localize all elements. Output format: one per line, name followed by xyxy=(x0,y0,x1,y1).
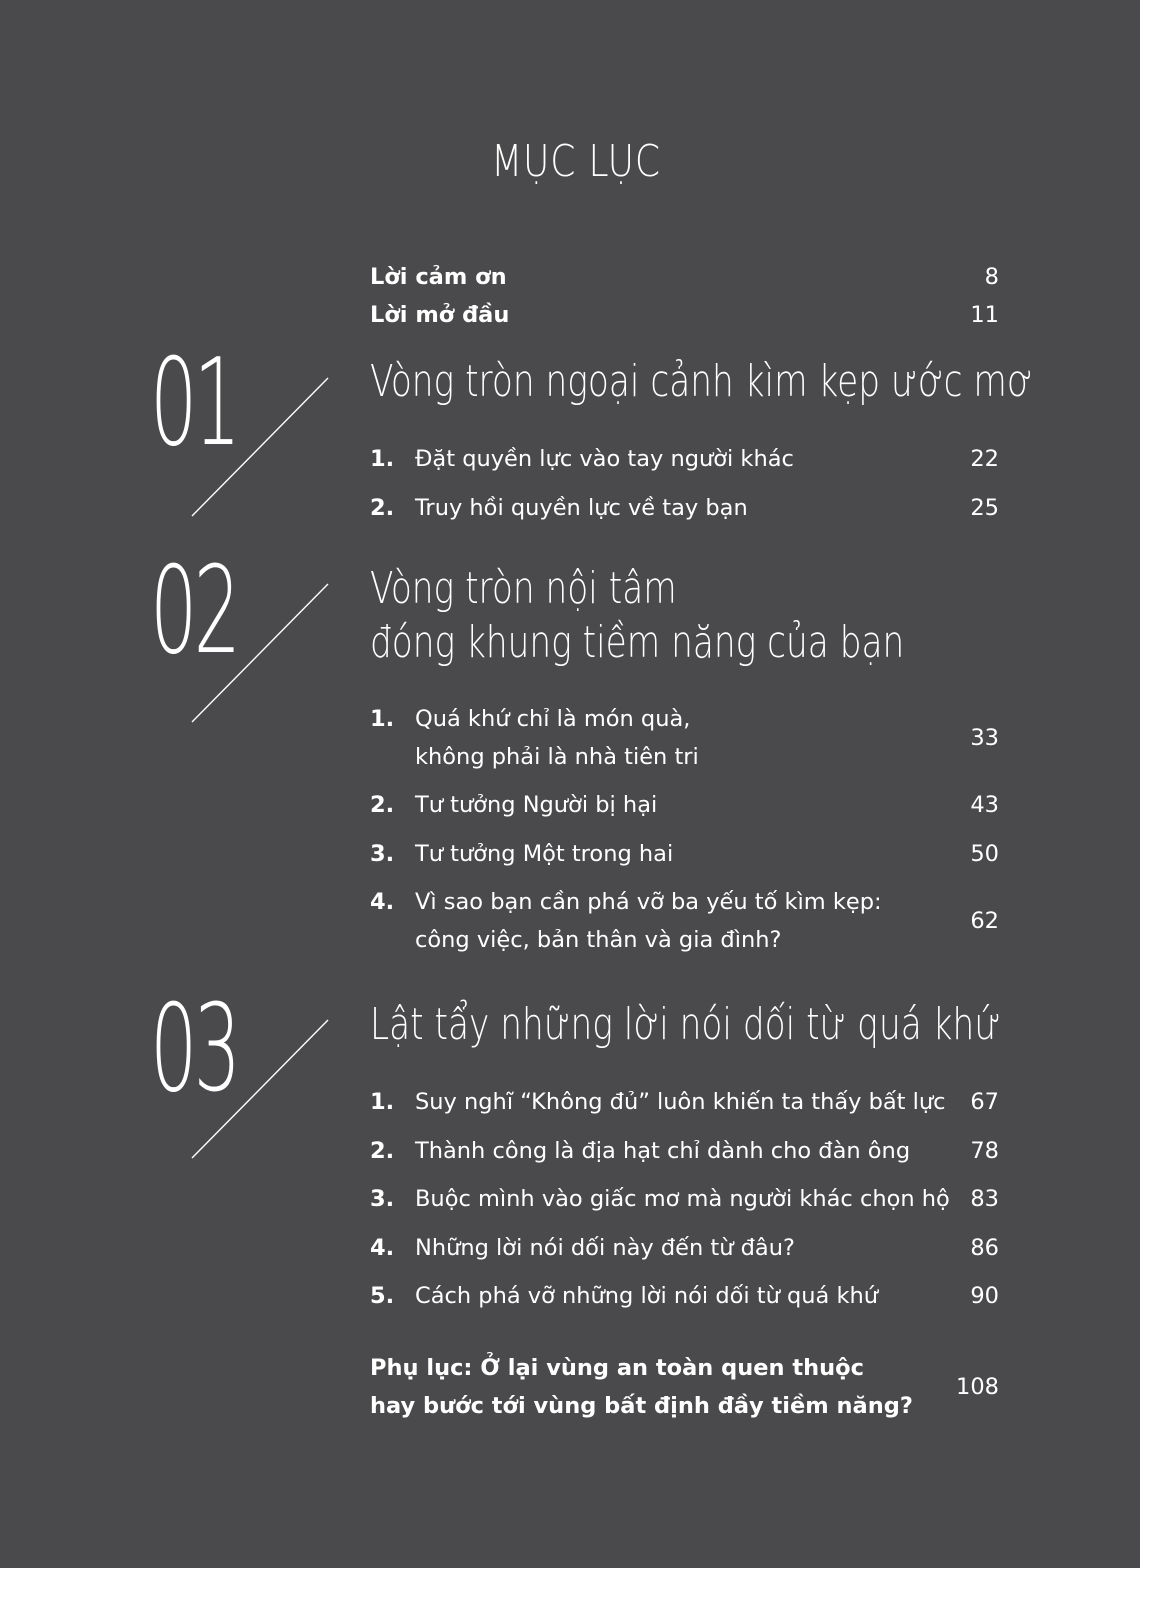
entry-label-line: không phải là nhà tiên tri xyxy=(415,744,699,770)
entry-label xyxy=(415,883,955,959)
entry-label: Những lời nói dối này đến từ đâu? xyxy=(415,1235,795,1261)
entry-label: Thành công là địa hạt chỉ dành cho đàn ông xyxy=(415,1138,911,1164)
chapter-slash-decoration xyxy=(180,1014,340,1164)
entry-page: 50 xyxy=(970,841,999,867)
entry-number: 5. xyxy=(370,1283,395,1309)
entry-page: 108 xyxy=(956,1374,999,1400)
entry-page: 78 xyxy=(970,1138,999,1164)
chapter-heading-line: đóng khung tiềm năng của bạn xyxy=(370,617,905,668)
entry-number: 1. xyxy=(370,1089,395,1115)
entry-number: 3. xyxy=(370,1186,395,1212)
entry-page: 8 xyxy=(984,264,999,290)
chapter-heading-line: Lật tẩy những lời nói dối từ quá khứ xyxy=(370,999,1002,1050)
entry-page: 86 xyxy=(970,1235,999,1261)
entry-label: Tư tưởng Người bị hại xyxy=(415,792,658,818)
entry-label: Truy hồi quyền lực về tay bạn xyxy=(415,495,748,521)
entry-page: 67 xyxy=(970,1089,999,1115)
chapter-heading-line: Vòng tròn ngoại cảnh kìm kẹp ước mơ xyxy=(370,356,1033,407)
entry-label xyxy=(415,700,955,776)
entry-number: 4. xyxy=(370,1235,395,1261)
chapter-heading xyxy=(370,998,1072,1052)
chapter-number: 01 xyxy=(150,334,238,473)
entry-label: Suy nghĩ “Không đủ” luôn khiến ta thấy bất lực xyxy=(415,1089,946,1115)
chapter-number: 02 xyxy=(150,542,238,681)
chapter-heading xyxy=(370,355,1072,409)
entry-number: 1. xyxy=(370,446,395,472)
entry-number: 1. xyxy=(370,706,395,732)
entry-page: 62 xyxy=(970,908,999,934)
entry-label-line: hay bước tới vùng bất định đầy tiềm năng? xyxy=(370,1393,913,1419)
entry-page: 25 xyxy=(970,495,999,521)
entry-label-line: Phụ lục: Ở lại vùng an toàn quen thuộc xyxy=(370,1355,864,1381)
entry-page: 90 xyxy=(970,1283,999,1309)
entry-page: 11 xyxy=(970,302,999,328)
entry-number: 4. xyxy=(370,889,395,915)
page-title: MỤC LỤC xyxy=(491,136,661,187)
entry-page: 33 xyxy=(970,725,999,751)
chapter-slash-decoration xyxy=(180,578,340,728)
chapter-heading xyxy=(370,562,1072,670)
entry-number: 2. xyxy=(370,495,395,521)
entry-label: Tư tưởng Một trong hai xyxy=(415,841,674,867)
chapter-slash-decoration xyxy=(180,372,340,522)
entry-label: Buộc mình vào giấc mơ mà người khác chọn hộ xyxy=(415,1186,950,1212)
entry-number: 2. xyxy=(370,792,395,818)
entry-label-line: Quá khứ chỉ là món quà, xyxy=(415,706,691,732)
entry-label: Đặt quyền lực vào tay người khác xyxy=(415,446,794,472)
entry-label: Lời mở đầu xyxy=(370,302,510,328)
entry-label: Cách phá vỡ những lời nói dối từ quá khứ xyxy=(415,1283,879,1309)
entry-number: 2. xyxy=(370,1138,395,1164)
entry-label xyxy=(370,1349,970,1425)
entry-page: 83 xyxy=(970,1186,999,1212)
entry-label-line: Vì sao bạn cần phá vỡ ba yếu tố kìm kẹp: xyxy=(415,889,882,915)
chapter-number: 03 xyxy=(150,980,238,1119)
entry-label: Lời cảm ơn xyxy=(370,264,507,290)
chapter-heading-line: Vòng tròn nội tâm xyxy=(370,563,677,614)
entry-label-line: công việc, bản thân và gia đình? xyxy=(415,927,782,953)
entry-page: 22 xyxy=(970,446,999,472)
entry-number: 3. xyxy=(370,841,395,867)
entry-page: 43 xyxy=(970,792,999,818)
